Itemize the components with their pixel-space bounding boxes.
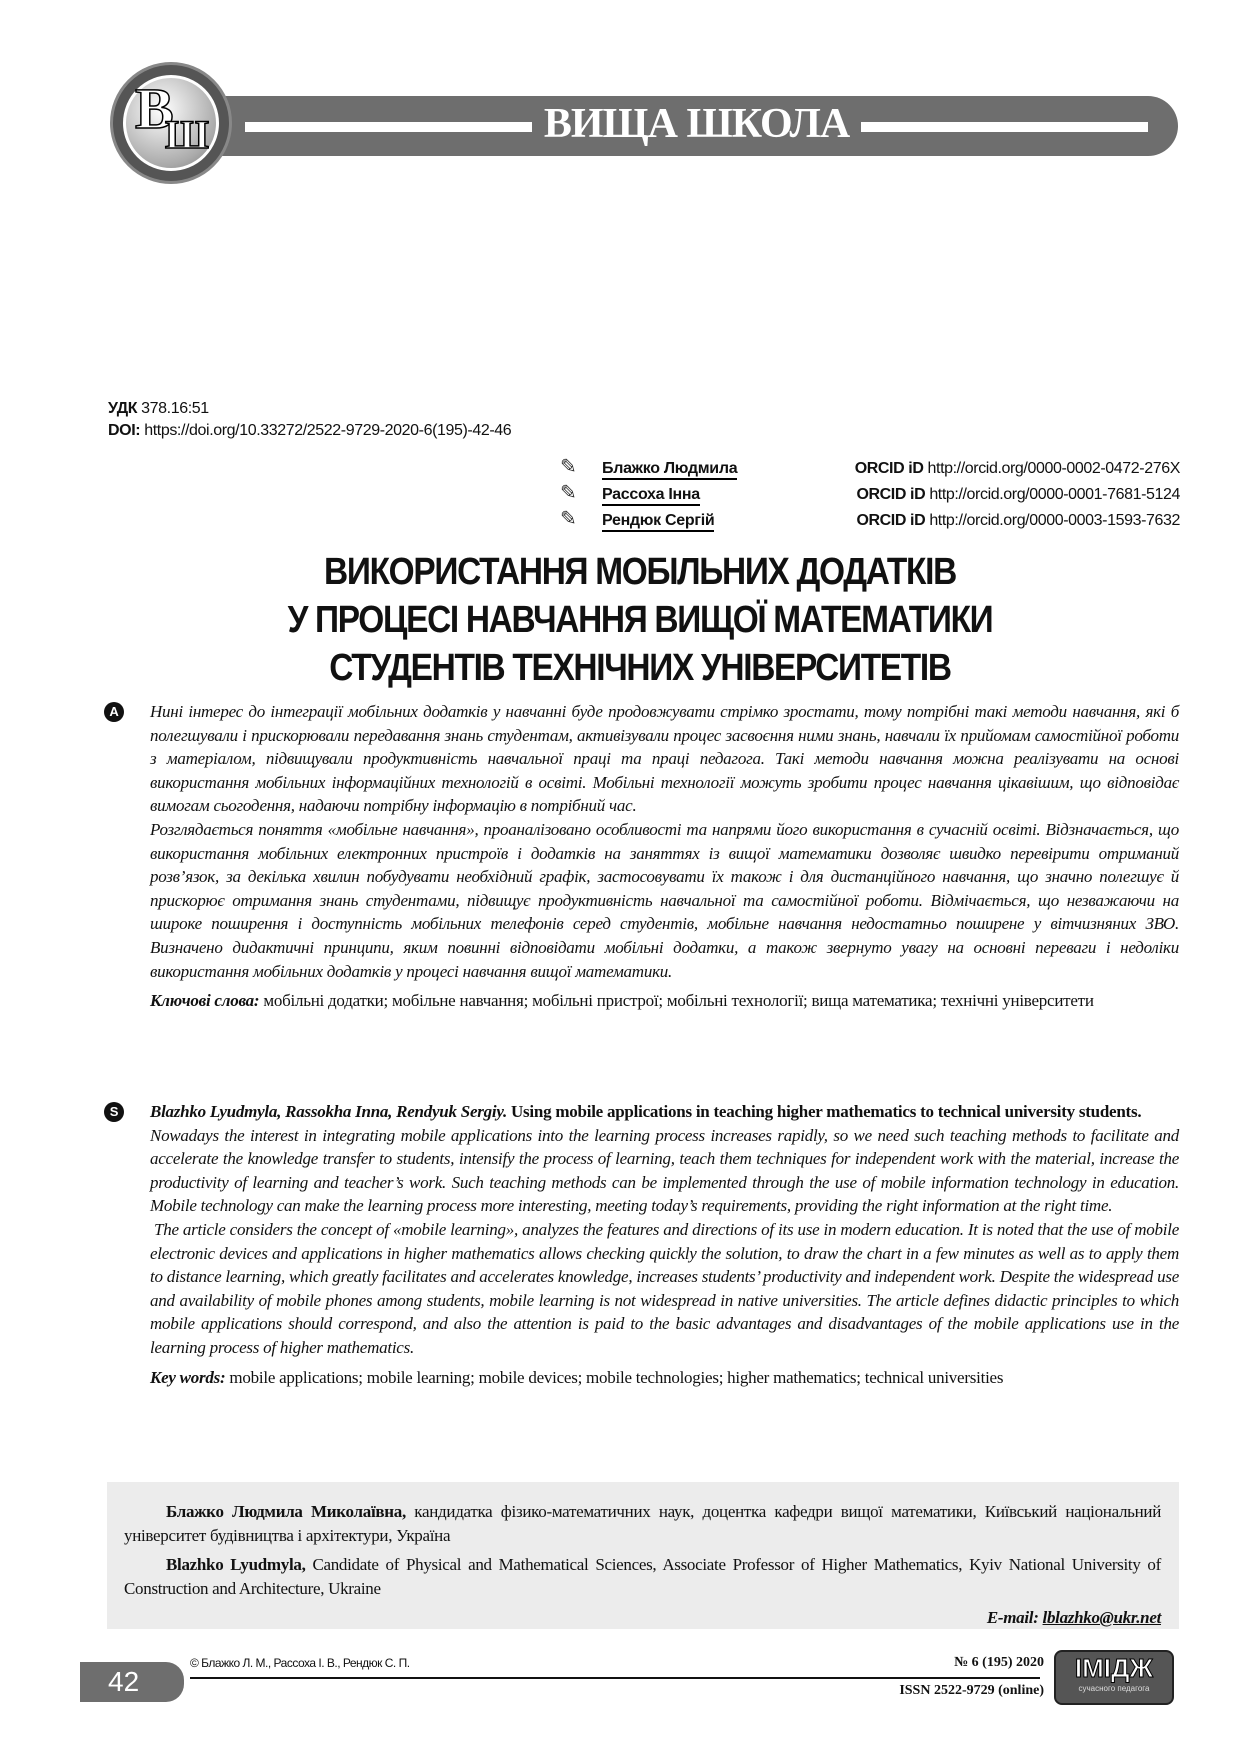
bio-email <box>107 1606 1179 1630</box>
title-line: СТУДЕНТІВ ТЕХНІЧНИХ УНІВЕРСИТЕТІВ <box>329 647 951 689</box>
bio-text: Candidate of Physical and Mathematical Sciences, Associate Professor of Higher Mathematics, Kyiv National University of Construction and Architecture, Ukraine <box>124 1555 1161 1598</box>
summary-badge-icon: S <box>104 1102 124 1122</box>
doi-line <box>108 420 511 442</box>
footer-copyright: © Блажко Л. М., Рассоха І. В., Рендюк С. П. <box>190 1656 410 1670</box>
author-orcid <box>856 512 1180 530</box>
title-line: У ПРОЦЕСІ НАВЧАННЯ ВИЩОЇ МАТЕМАТИКИ <box>287 599 993 641</box>
footer-issn: ISSN 2522-9729 (online) <box>899 1683 1044 1698</box>
orcid-link[interactable]: http://orcid.org/0000-0001-7681-5124 <box>929 486 1180 503</box>
pen-icon: ✎ <box>560 482 577 504</box>
doi-label: DOI: <box>108 422 141 439</box>
title-line: ВИКОРИСТАННЯ МОБІЛЬНИХ ДОДАТКІВ <box>324 551 956 593</box>
email-link[interactable]: lblazhko@ukr.net <box>1042 1608 1161 1627</box>
summary-title: Using mobile applications in teaching higher mathematics to technical university students. <box>511 1102 1142 1121</box>
orcid-label: ORCID iD <box>856 486 926 503</box>
publisher-logo-subtext: сучасного педагога <box>1078 1684 1150 1693</box>
keywords <box>150 989 1179 1013</box>
keywords-label: Ключові слова: <box>150 991 260 1011</box>
keywords-text: mobile applications; mobile learning; mobile devices; mobile technologies; higher mathematics; technical universities <box>229 1367 1004 1387</box>
keywords-en <box>150 1366 1179 1390</box>
author-row <box>560 458 1180 484</box>
author-list <box>560 458 1180 536</box>
author-orcid <box>855 460 1180 478</box>
publisher-logo <box>1054 1650 1174 1705</box>
abstract-badge-icon: А <box>104 702 124 722</box>
author-row <box>560 484 1180 510</box>
orcid-label: ORCID iD <box>854 460 924 477</box>
logo-letter-sh: Ш <box>165 112 209 157</box>
pen-icon: ✎ <box>560 508 577 530</box>
abstract-paragraph: Нині інтерес до інтеграції мобільних додатків у навчанні буде продовжувати стрімко зростати, тому потрібні такі методи навчання, які б полегшували і прискорювали передавання знань студентам, активізували процес засвоєння ними знань, навчали їх прийомам самостійної роботи з матеріалом, підвищували продуктивність навчальної праці та праці педагога. Такі методи навчання можна реалізувати на основі використання мобільних інформаційних технологій в освіті. Мобільні технології можуть зробити процес навчання цікавішим, що відповідає вимогам сьогодення, надаючи потрібну інформацію в потрібний час. <box>150 702 1179 816</box>
abstract-english <box>109 1100 1179 1389</box>
publisher-logo-text: ІМІДЖ <box>1074 1653 1154 1683</box>
bio-ukrainian <box>107 1500 1179 1547</box>
keywords-text: мобільні додатки; мобільне навчання; мобільні пристрої; мобільні технології; вища математика; технічні університети <box>263 991 1094 1011</box>
summary-paragraph: The article considers the concept of «mobile learning», analyzes the features and directions of its use in modern education. It is noted that the use of mobile electronic devices and applications in higher mathematics allows checking quickly the solution, to draw the chart in a few minutes as well as to apply them to distance learning, which greatly facilitates and accelerates knowledge, increases students’ productivity and independent work. Despite the widespread use and availability of mobile phones among students, mobile learning is not widespread in native universities. The article defines didactic principles to which mobile applications should correspond, and also the attention is paid to the basic advantages and disadvantages of the mobile applications use in the learning process of higher mathematics. <box>150 1219 1179 1357</box>
logo-letter-v: В <box>135 76 174 141</box>
bio-english <box>107 1553 1179 1600</box>
journal-logo <box>110 62 232 184</box>
page-number: 42 <box>80 1662 184 1702</box>
author-name[interactable]: Рассоха Інна <box>602 486 700 506</box>
summary-heading <box>150 1100 1179 1124</box>
author-orcid <box>856 486 1180 504</box>
udk-label: УДК <box>108 400 138 417</box>
udk-value: 378.16:51 <box>141 400 209 417</box>
doi-link[interactable]: https://doi.org/10.33272/2522-9729-2020-6(195)-42-46 <box>144 422 512 439</box>
orcid-link[interactable]: http://orcid.org/0000-0003-1593-7632 <box>929 512 1180 529</box>
pen-icon: ✎ <box>560 456 577 478</box>
journal-title: ВИЩА ШКОЛА <box>532 101 861 147</box>
article-meta <box>108 398 511 442</box>
author-name[interactable]: Рендюк Сергій <box>602 512 714 532</box>
footer-issue: № 6 (195) 2020 <box>954 1655 1044 1670</box>
abstract-paragraph: Розглядається поняття «мобільне навчання», проаналізовано особливості та напрями його використання в сучасній освіті. Відзначається, що використання мобільних електронних пристроїв і додатків на заняттях із вищої математики дозволяє швидко перевірити отриманий розв’язок, за декілька хвилин побудувати необхідний графік, застосовувати їх також і для дистанційного навчання, що значно полегшує й прискорює отримання знань студентами, підвищує продуктивність навчальної та самостійної роботи. Відмічається, що незважаючи на широке поширення і доступність мобільних телефонів серед студентів, мобільне навчання недостатньо поширене у вітчизняних ЗВО. Визначено дидактичні принципи, яким повинні відповідати мобільні додатки, а також звернуто увагу на основні переваги і недоліки використання мобільних додатків у процесі навчання вищої математики. <box>150 819 1179 981</box>
summary-authors: Blazhko Lyudmyla, Rassokha Inna, Rendyuk Sergiy. <box>150 1102 508 1121</box>
abstract-ukrainian <box>109 700 1179 1013</box>
journal-header-band <box>215 96 1178 156</box>
bio-name: Blazhko Lyudmyla, <box>166 1555 306 1574</box>
author-name[interactable]: Блажко Людмила <box>602 460 737 480</box>
orcid-label: ORCID iD <box>856 512 926 529</box>
footer-rule <box>190 1677 1040 1679</box>
udk-line <box>108 398 511 420</box>
bio-text: кандидатка фізико-математичних наук, доцентка кафедри вищої математики, Київський національний університет будівництва і архітектури, Україна <box>124 1502 1162 1545</box>
orcid-link[interactable]: http://orcid.org/0000-0002-0472-276X <box>927 460 1180 477</box>
keywords-label: Key words: <box>150 1367 226 1387</box>
email-label: E-mail: <box>986 1608 1039 1627</box>
article-title <box>165 548 1115 692</box>
author-row <box>560 510 1180 536</box>
author-bio-box <box>107 1482 1179 1629</box>
bio-name: Блажко Людмила Миколаївна, <box>166 1502 406 1521</box>
summary-paragraph: Nowadays the interest in integrating mobile applications into the learning process increases rapidly, so we need such teaching methods to facilitate and accelerate the knowledge transfer to students, intensify the process of learning, teach them techniques for independent work with the material, increase the productivity of learning and teacher’s work. Such teaching methods can be implemented through the use of mobile information technology in education. Mobile technology can make the learning process more interesting, meeting today’s requirements, providing the right information at the right time. <box>150 1125 1179 1216</box>
